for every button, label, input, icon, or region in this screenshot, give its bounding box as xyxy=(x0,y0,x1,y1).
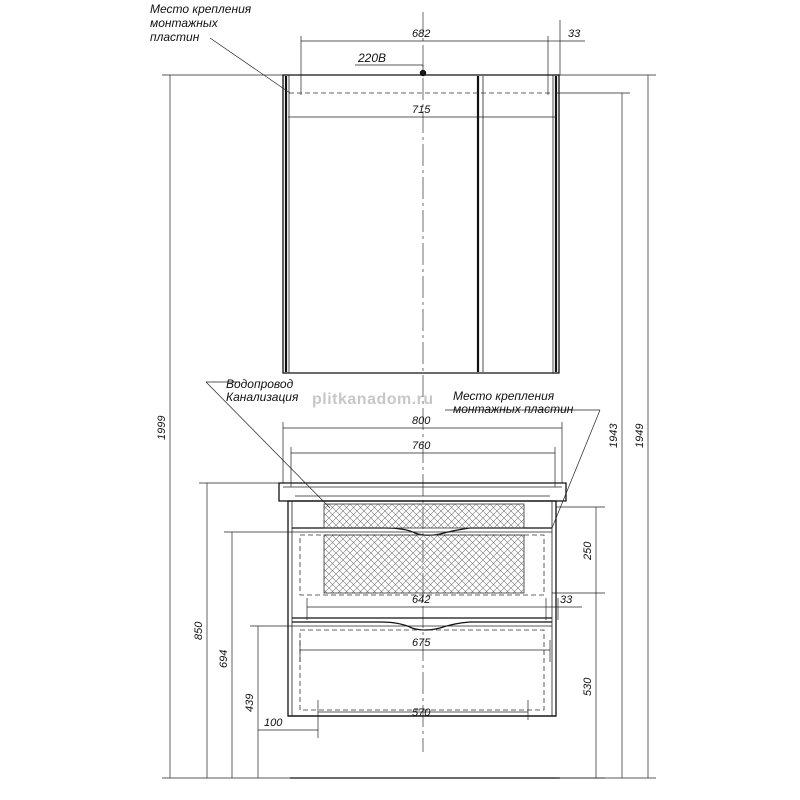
dim-682: 682 xyxy=(412,28,431,40)
utility-zone-lower xyxy=(324,535,524,593)
dim-1999: 1999 xyxy=(156,415,168,440)
note-mount-mid-2: монтажных пластин xyxy=(453,402,574,416)
note-water-2: Канализация xyxy=(226,390,299,404)
dim-250: 250 xyxy=(582,541,594,560)
dim-760: 760 xyxy=(412,440,431,452)
dim-530: 530 xyxy=(582,677,594,696)
vanity-body xyxy=(288,501,556,716)
dim-33-top: 33 xyxy=(568,28,581,40)
note-mount-top-1: Место крепления xyxy=(150,2,252,16)
note-leaders xyxy=(206,38,600,528)
mirror-cabinet-outline xyxy=(283,75,559,373)
note-mount-mid-1: Место крепления xyxy=(453,389,555,403)
note-power: 220В xyxy=(358,51,387,65)
vanity-unit xyxy=(279,483,566,778)
dim-642: 642 xyxy=(412,594,431,606)
dim-715: 715 xyxy=(412,104,431,116)
watermark: plitkanadom.ru xyxy=(312,391,434,408)
note-mount-top-3: пластин xyxy=(150,30,200,44)
dim-33-mid: 33 xyxy=(560,594,573,606)
note-mount-top-2: монтажных xyxy=(150,16,218,30)
dim-1949: 1949 xyxy=(634,423,646,448)
sink-countertop xyxy=(279,483,566,501)
notes xyxy=(150,2,574,416)
dim-570: 570 xyxy=(412,707,431,719)
dim-800: 800 xyxy=(412,415,431,427)
note-water-1: Водопровод xyxy=(226,377,294,391)
dim-1943: 1943 xyxy=(608,423,620,448)
dim-439: 439 xyxy=(244,693,256,712)
dim-100: 100 xyxy=(264,717,283,729)
utility-zone-upper xyxy=(324,504,524,528)
dim-850: 850 xyxy=(193,621,205,640)
mirror-cabinet-inner xyxy=(289,75,553,373)
dim-694: 694 xyxy=(218,649,230,668)
dim-675: 675 xyxy=(412,637,431,649)
